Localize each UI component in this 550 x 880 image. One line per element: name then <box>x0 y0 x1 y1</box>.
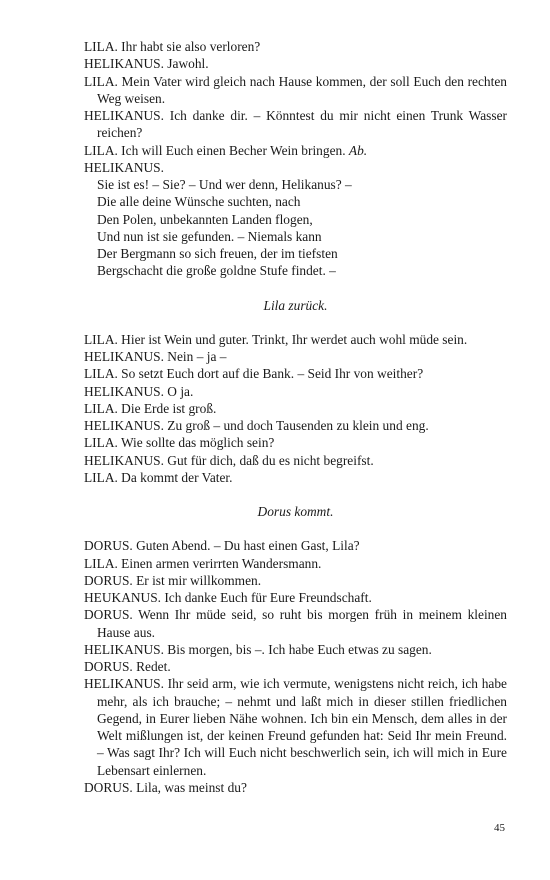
dialogue-line: DORUS. Guten Abend. – Du hast einen Gast, Lila? <box>84 538 360 554</box>
dialogue-line <box>84 142 507 159</box>
dialogue-line: HELIKANUS. Ich danke dir. – Könntest du mir nicht einen Trunk Wasser reichen? <box>84 108 507 141</box>
dialogue-text: LILA. Ich will Euch einen Becher Wein bringen. <box>84 142 349 158</box>
dialogue-line: HELIKANUS. Jawohl. <box>84 56 209 72</box>
dialogue-line: HEUKANUS. Ich danke Euch für Eure Freundschaft. <box>84 590 372 605</box>
book-page <box>84 38 507 796</box>
dialogue-line: DORUS. Er ist mir willkommen. <box>84 572 262 588</box>
dialogue-line: HELIKANUS. Ihr seid arm, wie ich vermute, wenigstens nicht reich, ich habe mehr, als ich brauche; – nehmt und laßt mich in dieser stillen friedlichen Gegend, in Eurer lieben Nähe wohnen. Ich bin ein Mensch, dem alles in der Welt mißlungen ist, der keinen Freund gefunden hat: Seid Ihr mein Freund. – Was sagt Ihr? Ich will Euch nicht beschwerlich sein, ich will mich in Eure Lebensart einlernen. <box>84 676 507 778</box>
dialogue-line: LILA. So setzt Euch dort auf die Bank. – Seid Ihr von weither? <box>84 366 424 382</box>
dialogue-line: DORUS. Redet. <box>84 659 171 674</box>
verse-line: Und nun ist sie gefunden. – Niemals kann <box>97 228 322 244</box>
dialogue-line: LILA. Die Erde ist groß. <box>84 400 217 416</box>
dialogue-line: HELIKANUS. O ja. <box>84 383 194 399</box>
dialogue-line: HELIKANUS. Gut für dich, daß du es nicht begreifst. <box>84 452 374 468</box>
verse-line: Die alle deine Wünsche suchten, nach <box>97 194 301 210</box>
verse-line: Der Bergmann so sich freuen, der im tiefsten <box>97 246 338 261</box>
stage-direction: Lila zurück. <box>263 297 328 313</box>
verse-line: Bergschacht die große goldne Stufe findet. – <box>97 263 336 279</box>
dialogue-line: DORUS. Wenn Ihr müde seid, so ruht bis morgen früh in meinem kleinen Hause aus. <box>84 607 507 640</box>
speaker-name: HELIKANUS. <box>84 159 164 175</box>
verse-line: Sie ist es! – Sie? – Und wer denn, Helikanus? – <box>97 177 352 192</box>
dialogue-line: DORUS. Lila, was meinst du? <box>84 779 247 795</box>
dialogue-line: LILA. Wie sollte das möglich sein? <box>84 435 275 451</box>
dialogue-line: LILA. Ihr habt sie also verloren? <box>84 39 261 54</box>
verse-line: Den Polen, unbekannten Landen flogen, <box>97 211 313 227</box>
dialogue-line: LILA. Einen armen verirrten Wandersmann. <box>84 555 322 571</box>
page-number: 45 <box>494 822 505 834</box>
dialogue-line: LILA. Hier ist Wein und guter. Trinkt, Ihr werdet auch wohl müde sein. <box>84 331 468 347</box>
dialogue-line: LILA. Mein Vater wird gleich nach Hause kommen, der soll Euch den rechten Weg weisen. <box>84 73 507 106</box>
dialogue-line: HELIKANUS. Bis morgen, bis –. Ich habe Euch etwas zu sagen. <box>84 641 432 657</box>
dialogue-line: LILA. Da kommt der Vater. <box>84 469 233 485</box>
stage-direction-inline: Ab. <box>348 142 368 158</box>
dialogue-line: HELIKANUS. Zu groß – und doch Tausenden zu klein und eng. <box>84 418 429 433</box>
stage-direction: Dorus kommt. <box>257 504 334 519</box>
verse-block <box>84 176 507 280</box>
dialogue-line: HELIKANUS. Nein – ja – <box>84 349 227 364</box>
